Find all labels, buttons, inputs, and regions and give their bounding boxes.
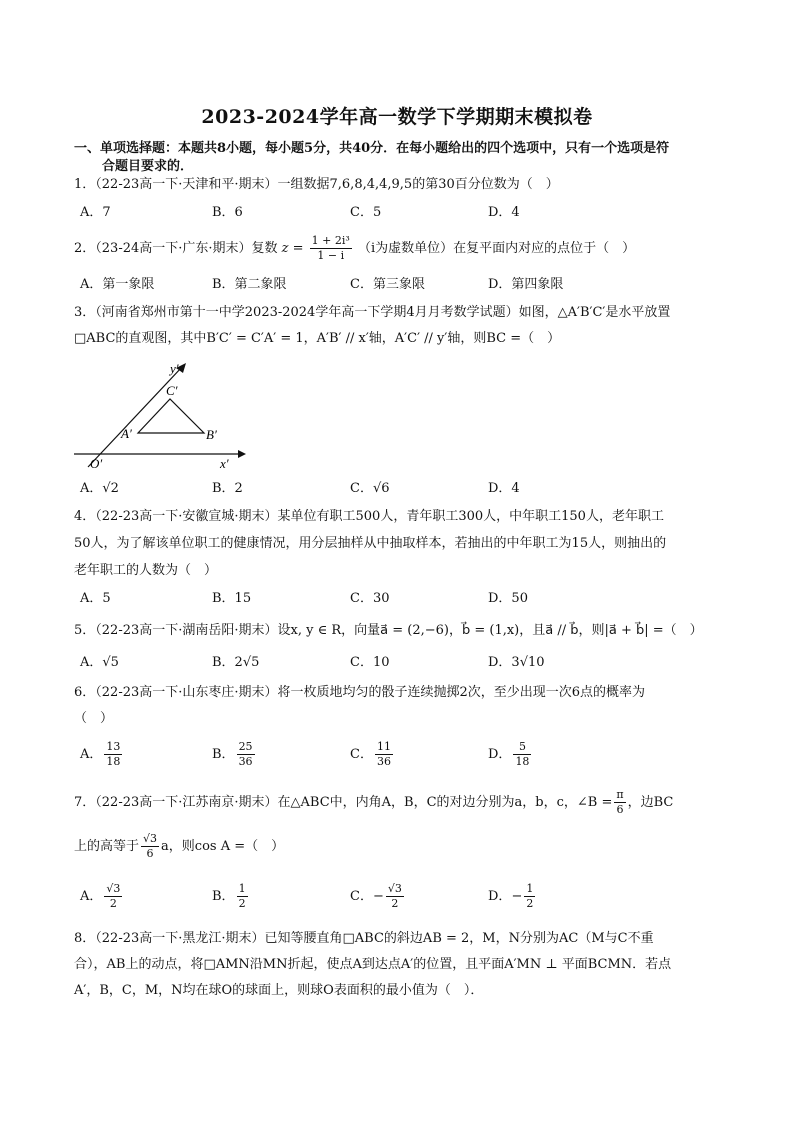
y-axis [88, 367, 182, 467]
option-c: C．5 [350, 205, 382, 220]
question-7-text-2 [74, 830, 284, 864]
question-4-text-1: 4．（22-23高一下·安徽宣城·期末）某单位有职工500人，青年职工300人，中年职工150人，老年职工 [74, 509, 664, 524]
option-a [80, 740, 124, 769]
fraction-denominator: 2 [238, 897, 246, 910]
fraction-numerator: π [616, 788, 624, 801]
label-x-axis: x′ [220, 456, 229, 471]
option-d: D．3√10 [488, 655, 545, 670]
option-c: C．第三象限 [350, 277, 425, 292]
fraction-denominator: 18 [106, 755, 121, 768]
option-fraction [104, 740, 122, 769]
fraction-numerator: 13 [106, 740, 121, 753]
question-5-text: 5．（22-23高一下·湖南岳阳·期末）设x, y ∈ R，向量a⃗ = (2,−6)，b⃗ = (1,x)，且a⃗ // b⃗，则|a⃗ + b⃗| =（ ） [74, 623, 703, 638]
option-a: A．√5 [80, 655, 119, 670]
option-label: D． [488, 747, 512, 762]
question-7-post-2: a，则cos A =（ ） [161, 839, 285, 854]
option-fraction [513, 740, 531, 769]
section-heading-cont: 合题目要求的． [102, 159, 194, 174]
option-c [350, 882, 406, 911]
option-d [488, 740, 533, 769]
label-b: B′ [206, 427, 217, 442]
option-d: D．4 [488, 205, 520, 220]
fraction-numerator: 1 [238, 882, 246, 895]
question-7-text-1 [74, 786, 673, 820]
option-b: B．第二象限 [212, 277, 287, 292]
option-fraction [375, 740, 393, 769]
option-a: A．第一象限 [80, 277, 155, 292]
option-label: C． [350, 747, 373, 762]
option-label: B． [212, 889, 235, 904]
question-4-text-3: 老年职工的人数为（ ） [74, 563, 218, 578]
question-2-lhs: z = [281, 241, 304, 256]
option-b: B．2 [212, 481, 243, 496]
option-a: A．√2 [80, 481, 119, 496]
question-7-pre: 7．（22-23高一下·江苏南京·期末）在△ABC中，内角A，B，C的对边分别为a，b，c，∠B = [74, 795, 613, 810]
option-d [488, 882, 537, 911]
option-c: C．10 [350, 655, 390, 670]
section-heading: 一、单项选择题：本题共8小题，每小题5分，共40分．在每小题给出的四个选项中，只有一个选项是符 [74, 141, 670, 156]
fraction-numerator: 11 [376, 740, 391, 753]
option-label: A． [80, 889, 103, 904]
question-3-text-2: □ABC的直观图，其中B′C′ = C′A′ = 1，A′B′ // x′轴，A′C′ // y′轴，则BC =（ ） [74, 331, 561, 346]
option-fraction [386, 882, 404, 911]
question-4-text-2: 50人，为了解该单位职工的健康情况，用分层抽样从中抽取样本，若抽出的中年职工为15人，则抽出的 [74, 536, 667, 551]
fraction-denominator: 36 [376, 755, 391, 768]
fraction-numerator: 1 + 2i³ [311, 234, 350, 247]
option-fraction [237, 740, 255, 769]
question-7-pre-2: 上的高等于 [74, 839, 140, 854]
option-d: D．50 [488, 591, 528, 606]
option-c: C．30 [350, 591, 390, 606]
option-label: A． [80, 747, 103, 762]
fraction-denominator: 2 [526, 897, 534, 910]
option-a: A．7 [80, 205, 111, 220]
fraction-numerator: √3 [387, 882, 402, 895]
height-fraction [141, 832, 159, 861]
fraction-denominator: 2 [391, 897, 399, 910]
option-b: B．6 [212, 205, 243, 220]
option-b [212, 882, 250, 911]
option-label: D． [488, 889, 512, 904]
oblique-axes-figure [70, 355, 250, 475]
label-y-axis: y′ [170, 361, 179, 376]
option-b: B．2√5 [212, 655, 260, 670]
option-label: C． [350, 889, 373, 904]
option-a [80, 882, 124, 911]
option-fraction [524, 882, 535, 911]
option-sign: − [511, 889, 523, 904]
fraction-denominator: 6 [616, 803, 624, 816]
x-axis-arrow [238, 450, 246, 458]
question-3-text-1: 3．（河南省郑州市第十一中学2023-2024学年高一下学期4月月考数学试题）如图，△A′B′C′是水平放置 [74, 305, 671, 320]
fraction-denominator: 18 [515, 755, 530, 768]
page-title: 2023-2024学年高一数学下学期期末模拟卷 [201, 106, 593, 128]
question-7-post: ，边BC [627, 795, 674, 810]
fraction-numerator: 5 [513, 740, 531, 755]
fraction-numerator: √3 [143, 832, 158, 845]
option-c: C．√6 [350, 481, 390, 496]
fraction-denominator: 36 [238, 755, 253, 768]
question-6-text-1: 6．（22-23高一下·山东枣庄·期末）将一枚质地均匀的骰子连续抛掷2次，至少出现一次6点的概率为 [74, 685, 646, 700]
option-a: A．5 [80, 591, 111, 606]
fraction-denominator: 6 [146, 847, 154, 860]
option-fraction [237, 882, 248, 911]
option-b [212, 740, 257, 769]
question-8-text-1: 8．（22-23高一下·黑龙江·期末）已知等腰直角□ABC的斜边AB = 2，M，N分别为AC（M与C不重 [74, 931, 654, 946]
label-a: A′ [121, 426, 132, 441]
fraction-numerator: √3 [106, 882, 121, 895]
label-o: O′ [90, 456, 103, 471]
question-2-fraction [310, 234, 352, 263]
question-2-text [74, 232, 635, 266]
fraction-denominator: 2 [109, 897, 117, 910]
fraction-numerator: 1 [526, 882, 534, 895]
option-b: B．15 [212, 591, 252, 606]
option-sign: − [372, 889, 384, 904]
fraction-numerator: 25 [238, 740, 253, 753]
question-1-text: 1．（22-23高一下·天津和平·期末）一组数据7,6,8,4,4,9,5的第30百分位数为（ ） [74, 177, 559, 192]
question-8-text-3: A′，B，C，M，N均在球O的球面上，则球O表面积的最小值为（ ）． [74, 983, 484, 998]
fraction-denominator: 1 − i [317, 249, 345, 262]
question-2-pre: 2．（23-24高一下·广东·期末）复数 [74, 241, 278, 256]
option-d: D．第四象限 [488, 277, 564, 292]
option-fraction [104, 882, 122, 911]
option-d: D．4 [488, 481, 520, 496]
option-c [350, 740, 395, 769]
angle-fraction [614, 788, 625, 817]
label-c: C′ [166, 383, 178, 398]
question-2-post: （i为虚数单位）在复平面内对应的点位于（ ） [357, 241, 636, 256]
question-6-text-2: （ ） [74, 711, 114, 726]
question-8-text-2: 合），AB上的动点，将□AMN沿MN折起，使点A到达点A′的位置，且平面A′MN ⊥ 平面BCMN．若点 [74, 957, 672, 972]
option-label: B． [212, 747, 235, 762]
